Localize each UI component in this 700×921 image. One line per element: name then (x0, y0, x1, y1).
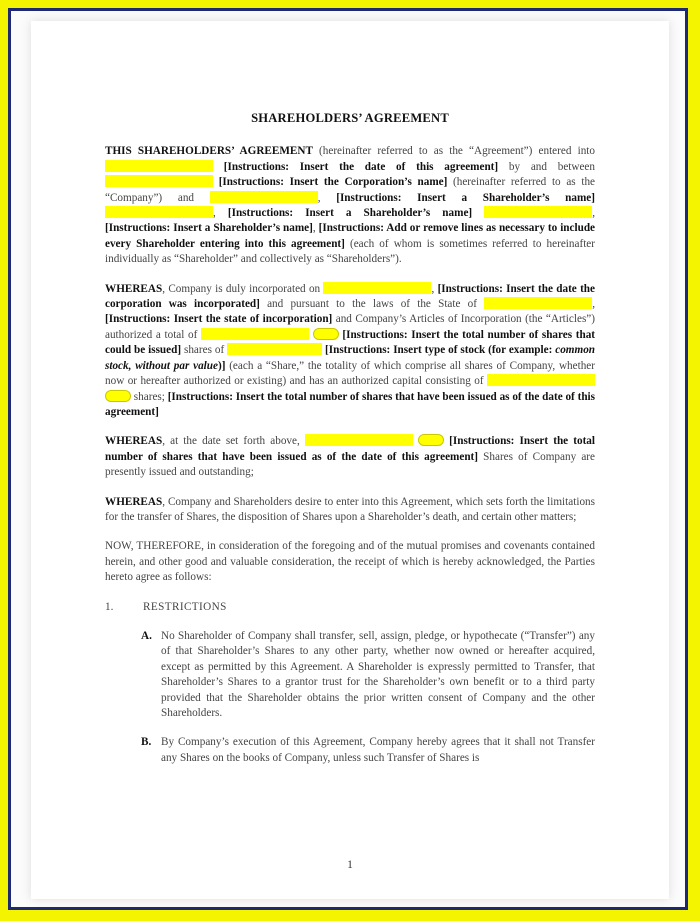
authorized-shares-number-blank[interactable] (313, 328, 339, 340)
instruction-incorporation-date: [Instructions: Insert the date the corporation was incorporated] (105, 282, 595, 311)
item-letter: A. (141, 629, 152, 642)
issued-shares-number-blank[interactable] (105, 390, 131, 402)
instruction-state: [Instructions: Insert the state of incorporation] (105, 313, 333, 326)
now-therefore-paragraph: NOW, THEREFORE, in consideration of the foregoing and of the mutual promises and covenants contained herein, and other good and valuable consideration, the receipt of which is hereby acknowledged, the Parties hereto agree as follows: (105, 540, 595, 584)
corporation-name-blank[interactable] (105, 175, 213, 187)
issued-shares-blank[interactable] (487, 374, 595, 386)
instruction-issued-shares: [Instructions: Insert the total number of shares that have been issued as of the date of this agreement] (105, 390, 595, 418)
instruction-stock-type: [Instructions: Insert type of stock (for example: common stock, without par value)] (105, 344, 596, 372)
section-heading (105, 600, 595, 615)
item-text: By Company’s execution of this Agreement, Company hereby agrees that it shall not Transfer any Shares on the books of Company, unless such Transfer of Shares is (161, 736, 595, 764)
list-item (141, 629, 595, 721)
item-letter: B. (141, 736, 152, 749)
authorized-shares-blank[interactable] (201, 328, 309, 340)
intro-lead: THIS SHAREHOLDERS’ AGREEMENT (105, 145, 313, 158)
instruction-corporation: [Instructions: Insert the Corporation’s name] (218, 176, 448, 189)
instruction-shareholder-1: [Instructions: Insert a Shareholder’s name] (336, 191, 595, 204)
outstanding-shares-number-blank[interactable] (418, 434, 444, 446)
list-item (141, 735, 595, 766)
whereas-desire-paragraph: WHEREAS, Company and Shareholders desire to enter into this Agreement, which sets forth the limitations for the transfer of Shares, the disposition of Shares upon a Shareholder’s death, and certain other matters; (105, 495, 595, 523)
whereas-outstanding-paragraph: WHEREAS, at the date set forth above, [Instructions: Insert the total number of shares that have been issued as of the date of this agreement] Shares of Company are presently issued and outstanding; (105, 435, 596, 479)
document-body (105, 111, 595, 780)
instruction-add-lines: [Instructions: Add or remove lines as necessary to include every Shareholder entering into this agreement] (105, 222, 596, 250)
instruction-shareholder-2: [Instructions: Insert a Shareholder’s name] (227, 207, 473, 220)
section-title: RESTRICTIONS (143, 600, 227, 613)
document-frame (8, 8, 688, 910)
shareholder-name-blank-1[interactable] (210, 191, 318, 203)
shareholder-name-blank-3[interactable] (484, 206, 592, 218)
outstanding-shares-blank[interactable] (305, 434, 413, 446)
page-number: 1 (347, 859, 353, 871)
incorporation-date-blank[interactable] (323, 282, 431, 294)
instruction-shareholder-3: [Instructions: Insert a Shareholder’s name] (105, 222, 313, 235)
page-title: SHAREHOLDERS’ AGREEMENT (251, 111, 449, 125)
state-blank[interactable] (484, 297, 592, 309)
shareholder-name-blank-2[interactable] (105, 206, 213, 218)
stock-type-blank[interactable] (227, 343, 322, 355)
date-blank[interactable] (105, 160, 213, 172)
document-page (31, 21, 669, 899)
intro-paragraph: THIS SHAREHOLDERS’ AGREEMENT (hereinafter referred to as the “Agreement”) entered into [Instructions: Insert the date of this agreement] by and between [Instructions: Insert the Corporation’s name] (hereinafter referred to as the “Company”) and , [Instructions: Insert a Shareholder’s name] , [Instructions: Insert a Shareholder’s name] , [Instructions: Insert a Shareholder’s name], [Instructions: Add or remove lines as necessary to include every Shareholder entering into this agreement] (each of whom is sometimes referred to hereinafter individually as “Shareholder” and collectively as “Shareholders”). (105, 145, 596, 266)
whereas-incorporation-paragraph: WHEREAS, Company is duly incorporated on , [Instructions: Insert the date the corporation was incorporated] and pursuant to the laws of the State of , [Instructions: Insert the state of incorporation] and Company’s Articles of Incorporation (the “Articles”) authorized a total of [Instructions: Insert the total number of shares that could be issued] shares of [Instructions: Insert type of stock (for example: common stock, without par value)] (each a “Share,” the totality of which comprise all shares of Company, whether now or hereafter authorized or existing) and has an authorized capital consisting of shares; [Instructions: Insert the total number of shares that have been issued as of the date of this agreement] (105, 282, 596, 418)
item-text: No Shareholder of Company shall transfer, sell, assign, pledge, or hypothecate (“Transfer”) any of that Shareholder’s Shares to any other party, whether now owned or hereafter acquired, except as permitted by this Agreement. A Shareholder is expressly permitted to Transfer, that Shareholder’s Shares to a grantor trust for the Shareholder’s own benefit or to a third party provided that the Shareholder obtains the prior written consent of Company and the other Shareholders. (161, 629, 595, 719)
instruction-date: [Instructions: Insert the date of this agreement] (223, 160, 499, 173)
instruction-total-shares: [Instructions: Insert the total number of shares that could be issued] (105, 328, 596, 357)
instruction-outstanding-shares: [Instructions: Insert the total number of shares that have been issued as of the date of this agreement] (105, 435, 596, 463)
section-number: 1. (105, 600, 114, 613)
